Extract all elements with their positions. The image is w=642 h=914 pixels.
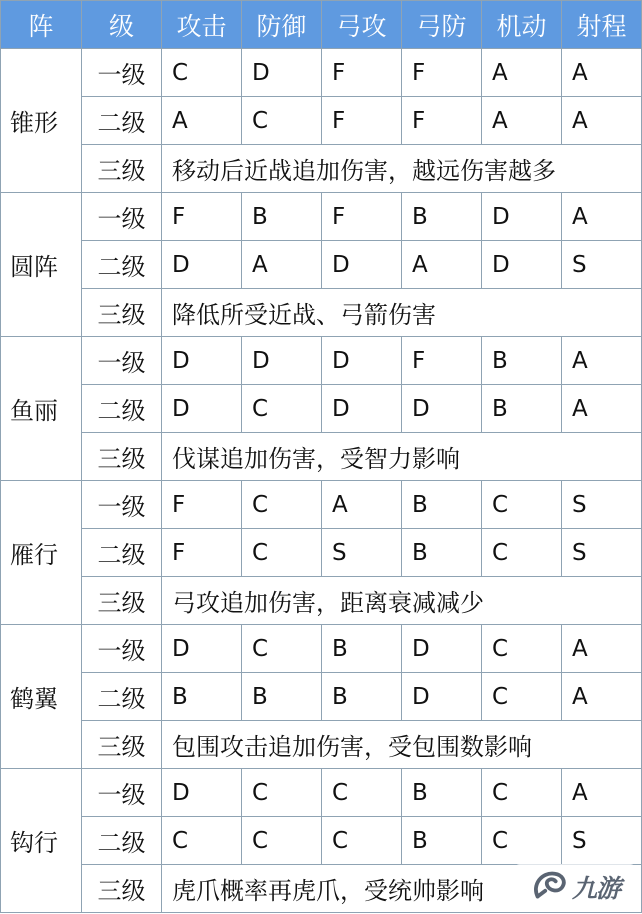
grade-cell: A [562,769,642,817]
column-header: 弓攻 [322,1,402,49]
grade-cell: B [402,529,482,577]
table-row [1,577,642,625]
grade-cell: A [482,49,562,97]
level-cell: 三级 [82,145,162,193]
level-cell: 三级 [82,289,162,337]
grade-cell: A [482,97,562,145]
grade-cell: D [322,337,402,385]
level-cell: 二级 [82,529,162,577]
grade-cell: C [242,817,322,865]
table-row [1,385,642,433]
effect-cell: 虎爪概率再虎爪，受统帅影响 [162,865,642,913]
grade-cell: C [322,817,402,865]
grade-cell: F [322,97,402,145]
table-row [1,145,642,193]
grade-cell: B [402,817,482,865]
table-row [1,817,642,865]
level-cell: 三级 [82,865,162,913]
level-cell: 二级 [82,385,162,433]
header-row [1,1,642,49]
table-row [1,97,642,145]
column-header: 级 [82,1,162,49]
grade-cell: S [562,817,642,865]
column-header: 机动 [482,1,562,49]
grade-cell: B [242,193,322,241]
grade-cell: F [162,193,242,241]
grade-cell: D [402,385,482,433]
grade-cell: F [402,337,482,385]
grade-cell: S [562,241,642,289]
table-row [1,721,642,769]
grade-cell: A [562,97,642,145]
table-row [1,337,642,385]
level-cell: 一级 [82,49,162,97]
table-row [1,49,642,97]
grade-cell: C [482,481,562,529]
formation-name: 圆阵 [1,193,82,337]
jiuyou-logo-icon [530,868,568,906]
grade-cell: A [562,625,642,673]
grade-cell: F [162,481,242,529]
effect-cell: 伐谋追加伤害，受智力影响 [162,433,642,481]
grade-cell: C [482,673,562,721]
grade-cell: A [242,241,322,289]
watermark [514,864,636,910]
grade-cell: S [322,529,402,577]
grade-cell: C [242,769,322,817]
grade-cell: B [482,337,562,385]
column-header: 防御 [242,1,322,49]
formation-name: 鹤翼 [1,625,82,769]
table-body [1,49,642,913]
level-cell: 一级 [82,337,162,385]
grade-cell: C [482,769,562,817]
table-row [1,769,642,817]
level-cell: 二级 [82,817,162,865]
grade-cell: S [562,481,642,529]
grade-cell: A [322,481,402,529]
column-header: 阵 [1,1,82,49]
grade-cell: B [482,385,562,433]
grade-cell: D [162,337,242,385]
grade-cell: B [402,769,482,817]
grade-cell: D [322,241,402,289]
grade-cell: C [322,769,402,817]
table-row [1,241,642,289]
grade-cell: C [162,49,242,97]
table-row [1,673,642,721]
grade-cell: D [322,385,402,433]
grade-cell: A [562,385,642,433]
grade-cell: B [242,673,322,721]
grade-cell: C [482,817,562,865]
grade-cell: C [482,529,562,577]
grade-cell: B [402,193,482,241]
grade-cell: C [242,97,322,145]
grade-cell: D [162,769,242,817]
grade-cell: C [162,817,242,865]
grade-cell: F [162,529,242,577]
table-row [1,289,642,337]
grade-cell: A [562,337,642,385]
grade-cell: D [162,385,242,433]
grade-cell: F [322,49,402,97]
level-cell: 二级 [82,97,162,145]
grade-cell: F [402,49,482,97]
grade-cell: D [482,241,562,289]
column-header: 攻击 [162,1,242,49]
formation-name: 钩行 [1,769,82,913]
formation-name: 雁行 [1,481,82,625]
table-row [1,433,642,481]
grade-cell: B [402,481,482,529]
grade-cell: A [402,241,482,289]
level-cell: 一级 [82,481,162,529]
level-cell: 一级 [82,193,162,241]
effect-cell: 移动后近战追加伤害，越远伤害越多 [162,145,642,193]
grade-cell: D [402,673,482,721]
grade-cell: S [562,529,642,577]
effect-cell: 降低所受近战、弓箭伤害 [162,289,642,337]
level-cell: 二级 [82,241,162,289]
watermark-text: 九游 [571,874,620,903]
grade-cell: C [242,625,322,673]
grade-cell: C [242,529,322,577]
grade-cell: A [562,49,642,97]
grade-cell: D [242,337,322,385]
level-cell: 三级 [82,577,162,625]
grade-cell: C [242,481,322,529]
grade-cell: D [162,625,242,673]
grade-cell: D [162,241,242,289]
effect-cell: 弓攻追加伤害，距离衰减减少 [162,577,642,625]
formation-name: 锥形 [1,49,82,193]
level-cell: 一级 [82,769,162,817]
grade-cell: D [242,49,322,97]
grade-cell: A [562,193,642,241]
grade-cell: C [242,385,322,433]
grade-cell: B [322,673,402,721]
table-row [1,481,642,529]
formation-name: 鱼丽 [1,337,82,481]
grade-cell: B [322,625,402,673]
grade-cell: A [562,673,642,721]
table-row [1,193,642,241]
grade-cell: D [402,625,482,673]
grade-cell: F [322,193,402,241]
level-cell: 三级 [82,433,162,481]
grade-cell: D [482,193,562,241]
effect-cell: 包围攻击追加伤害，受包围数影响 [162,721,642,769]
level-cell: 二级 [82,673,162,721]
grade-cell: B [162,673,242,721]
level-cell: 一级 [82,625,162,673]
table-row [1,625,642,673]
table-row [1,529,642,577]
column-header: 射程 [562,1,642,49]
grade-cell: C [482,625,562,673]
grade-cell: F [402,97,482,145]
column-header: 弓防 [402,1,482,49]
table-header [1,1,642,49]
level-cell: 三级 [82,721,162,769]
grade-cell: A [162,97,242,145]
